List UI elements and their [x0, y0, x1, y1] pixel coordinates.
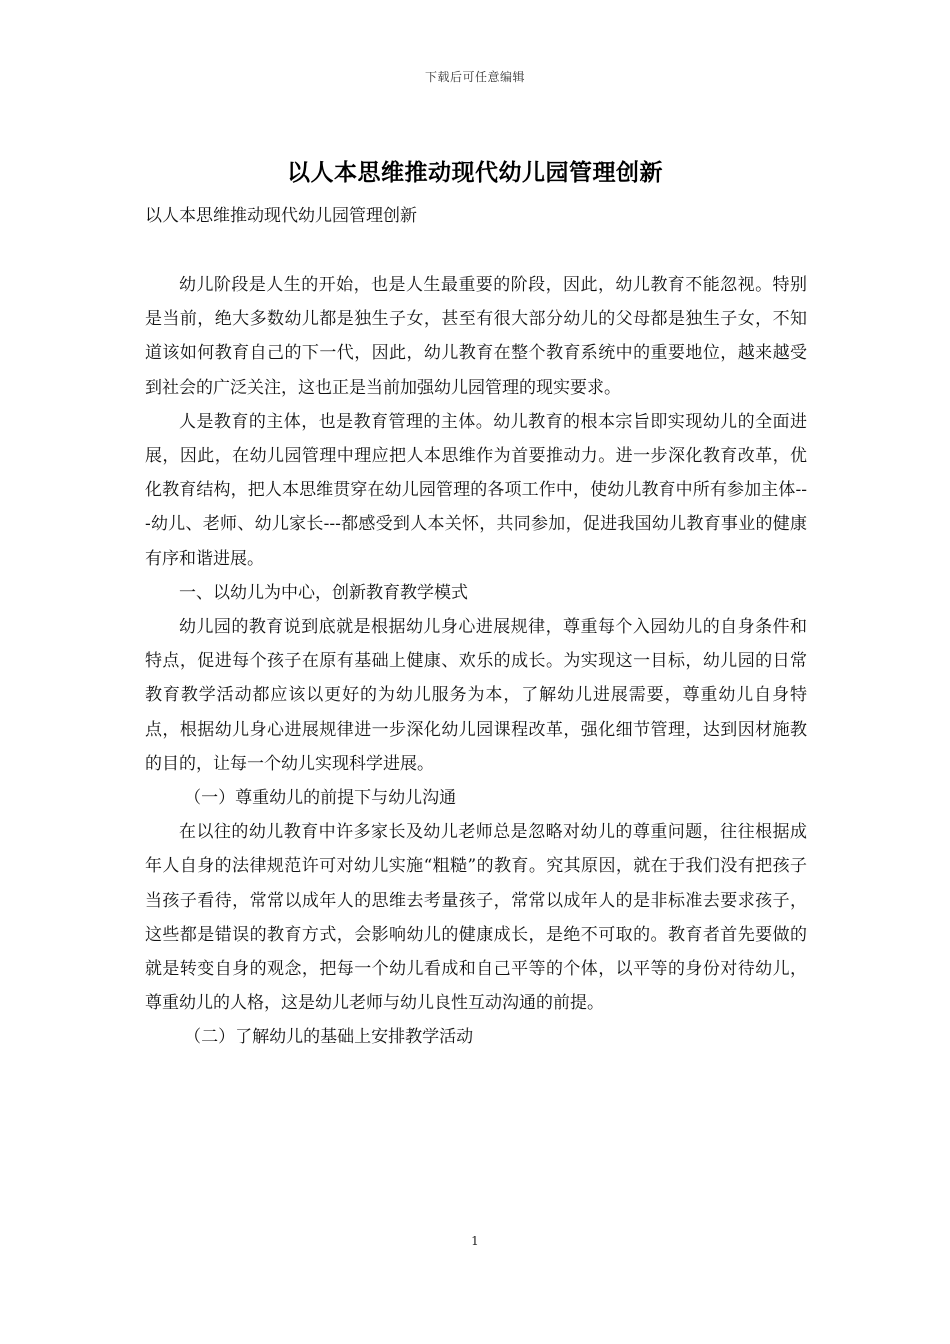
document-subtitle: 以人本思维推动现代幼儿园管理创新: [145, 206, 417, 226]
subsection-heading-2: （二）了解幼儿的基础上安排教学活动: [184, 1027, 474, 1048]
page-number: 1: [471, 1234, 479, 1248]
document-body: [145, 268, 807, 1055]
section-heading-1: 一、以幼儿为中心，创新教育教学模式: [179, 582, 468, 603]
header-note: 下载后可任意编辑: [424, 70, 525, 84]
paragraph-intro: 幼儿阶段是人生的开始，也是人生最重要的阶段，因此，幼儿教育不能忽视。特别是当前，绝大多数幼儿都是独生子女，甚至有很大部分幼儿的父母都是独生子女，不知道该如何教育自己的下一代，因此，幼儿教育在整个教育系统中的重要地位，越来越受到社会的广泛关注，这也正是当前加强幼儿园管理的现实要求。: [145, 275, 807, 398]
paragraph-section-1: 幼儿园的教育说到底就是根据幼儿身心进展规律，尊重每个入园幼儿的自身条件和特点，促进每个孩子在原有基础上健康、欢乐的成长。为实现这一目标，幼儿园的日常教育教学活动都应该以更好的为幼儿服务为本，了解幼儿进展需要，尊重幼儿自身特点，根据幼儿身心进展规律进一步深化幼儿园课程改革，强化细节管理，达到因材施教的目的，让每一个幼儿实现科学进展。: [145, 617, 807, 774]
paragraph-principle: 人是教育的主体，也是教育管理的主体。幼儿教育的根本宗旨即实现幼儿的全面进展，因此，在幼儿园管理中理应把人本思维作为首要推动力。进一步深化教育改革，优化教育结构，把人本思维贯穿在幼儿园管理的各项工作中，使幼儿教育中所有参加主体---幼儿、老师、幼儿家长---都感受到人本关怀，共同参加，促进我国幼儿教育事业的健康有序和谐进展。: [145, 411, 807, 569]
subsection-heading-1: （一）尊重幼儿的前提下与幼儿沟通: [184, 788, 457, 809]
paragraph-subsection-1: 在以往的幼儿教育中许多家长及幼儿老师总是忽略对幼儿的尊重问题，往往根据成年人自身的法律规范许可对幼儿实施“粗糙”的教育。究其原因，就在于我们没有把孩子当孩子看待，常常以成年人的思维去考量孩子，常常以成年人的是非标准去要求孩子，这些都是错误的教育方式，会影响幼儿的健康成长，是绝不可取的。教育者首先要做的就是转变自身的观念，把每一个幼儿看成和自己平等的个体，以平等的身份对待幼儿，尊重幼儿的人格，这是幼儿老师与幼儿良性互动沟通的前提。: [145, 822, 807, 1014]
document-title: 以人本思维推动现代幼儿园管理创新: [287, 159, 663, 186]
